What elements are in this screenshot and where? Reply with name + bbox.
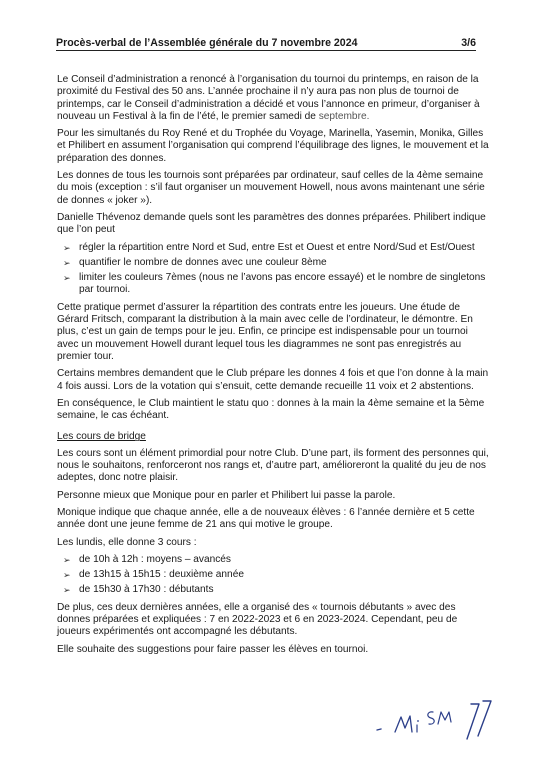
paragraph-text-end: septembre. — [318, 110, 370, 122]
list-item — [57, 242, 489, 254]
list-item — [57, 584, 489, 596]
courses-list — [57, 554, 489, 597]
list-item-text: de 13h15 à 15h15 : deuxième année — [79, 569, 244, 581]
list-item-text: régler la répartition entre Nord et Sud, entre Est et Ouest et entre Nord/Sud et Est/Ouest — [79, 241, 475, 253]
page-header-title: Procès-verbal de l’Assemblée générale du 7 novembre 2024 — [56, 37, 358, 49]
arrow-bullet-icon: ➢ — [63, 257, 71, 268]
paragraph: Elle souhaite des suggestions pour faire passer les élèves en tournoi. — [57, 643, 369, 655]
list-item-text: limiter les couleurs 7èmes (nous ne l’avons pas encore essayé) et le nombre de singletons par tournoi. — [79, 272, 486, 296]
section-heading: Les cours de bridge — [57, 431, 146, 443]
list-item — [57, 569, 489, 581]
paragraph: Danielle Thévenoz demande quels sont les paramètres des donnes préparées. Philibert indique que l’on peut — [57, 211, 486, 236]
page-number: 3/6 — [461, 37, 476, 49]
arrow-bullet-icon: ➢ — [63, 273, 71, 284]
paragraph: De plus, ces deux dernières années, elle a organisé des « tournois débutants » avec des donnes préparées et expliquées : 7 en 2022-2023 et 6 en 2023-2024. Cependant, peu de joueurs expérimentés ont accompagné les débutants. — [57, 601, 458, 638]
paragraph: Certains membres demandent que le Club prépare les donnes 4 fois et que l’on donne à la main 4 fois aussi. Lors de la votation qui s’ensuit, cette demande recueille 11 voix et 2 abstentions. — [57, 368, 489, 392]
arrow-bullet-icon: ➢ — [63, 570, 71, 581]
arrow-bullet-icon: ➢ — [63, 554, 71, 565]
page-header — [56, 37, 476, 51]
document-body — [57, 74, 489, 661]
paragraph: Les lundis, elle donne 3 cours : — [57, 536, 197, 548]
paragraph: Cette pratique permet d’assurer la répartition des contrats entre les joueurs. Une étude de Gérard Fritsch, comparant la distribution à la main avec celle de l’ordinateur, le démontre. En plus, c’est un gain de temps pour le jeu. Enfin, ce principe est indispensable pour un tournoi avec un mouvement Howell durant lequel tous les diagrammes ne sont pas enregistrés au premier tour. — [57, 301, 473, 362]
list-item-text: de 15h30 à 17h30 : débutants — [79, 584, 214, 596]
arrow-bullet-icon: ➢ — [63, 585, 71, 596]
paragraph: Les donnes de tous les tournois sont préparées par ordinateur, sauf celles de la 4ème semaine du mois (exception : s’il faut organiser un mouvement Howell, nous avons maintenant une série de donnes « joker »). — [57, 170, 485, 206]
paragraph: Personne mieux que Monique pour en parler et Philibert lui passe la parole. — [57, 489, 396, 501]
list-item — [57, 272, 489, 297]
list-item-text: de 10h à 12h : moyens – avancés — [79, 553, 231, 565]
list-item — [57, 554, 489, 566]
paragraph: Les cours sont un élément primordial pour notre Club. D’une part, ils forment des personnes qui, nous le souhaitons, renforceront nos rangs et, d’autre part, amélioreront la qualité du jeu de nos adeptes, donc notre plaisir. — [57, 447, 489, 484]
paragraph: En conséquence, le Club maintient le statu quo : donnes à la main la 4ème semaine et la 5ème semaine, le cas échéant. — [57, 397, 485, 422]
paragraph: Monique indique que chaque année, elle a de nouveaux élèves : 6 l’année dernière et 5 cette année dont une jeune femme de 21 ans qui motive le groupe. — [57, 506, 475, 531]
handwritten-initials-signature — [375, 692, 505, 742]
list-item — [57, 257, 489, 269]
arrow-bullet-icon: ➢ — [63, 242, 71, 253]
paragraph — [57, 74, 489, 123]
parameters-list — [57, 242, 489, 297]
list-item-text: quantifier le nombre de donnes avec une couleur 8ème — [79, 256, 327, 268]
paragraph: Pour les simultanés du Roy René et du Trophée du Voyage, Marinella, Yasemin, Monika, Gilles et Philibert en assument l’organisation qui comprend l’équilibrage des lignes, le mouvement et la préparation des donnes. — [57, 128, 489, 164]
paragraph-text: Le Conseil d’administration a renoncé à l’organisation du tournoi du printemps, en raison de la proximité du Festival des 50 ans. L’année prochaine il n’y aura pas non plus de tournoi de printemps, car le Conseil d’administration a décidé et vous l’annonce en primeur, d’organiser à nouveau un Festival à la fin de l’été, le premier samedi de — [57, 74, 480, 122]
